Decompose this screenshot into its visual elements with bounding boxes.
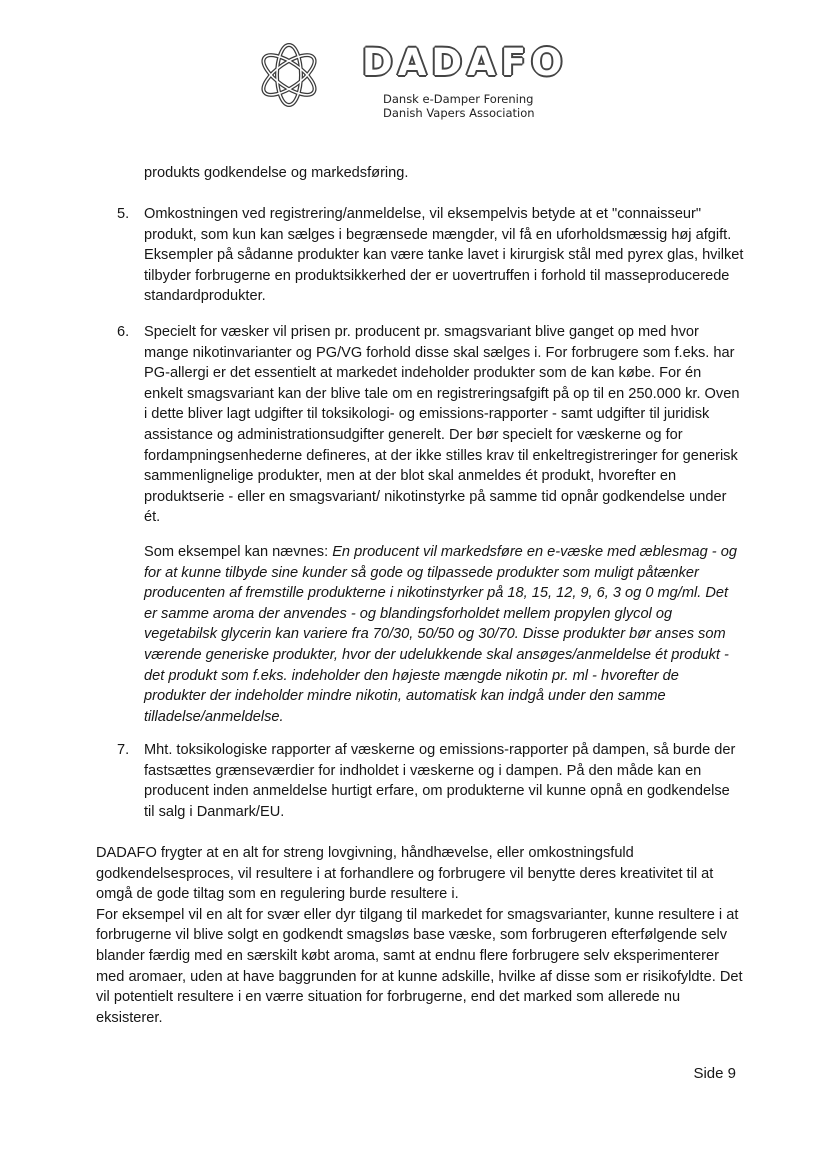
page-number: Side 9 [693,1065,736,1082]
list-number: 6. [117,324,130,340]
org-name-english: Danish Vapers Association [383,106,535,120]
continuation-line: produkts godkendelse og markedsføring. [144,165,409,181]
example-text: En producent vil markedsføre en e-væske med æblesmag - og for at kunne tilbyde sine kunder så gode og tilpassede produkter som muligt påtænker producenten af fremstille produkterne i nikotinstyrker på 18, 15, 12, 9, 6, 3 og 0 mg/ml. Det er samme aroma der anvendes - og blandingsforholdet mellem propylen glycol og vegetabilsk glycerin kan variere fra 70/30, 50/50 og 30/70. Disse produkter bør anses som værende generiske produkter, hvor der udelukkende skal ansøges/anmeldelse ét produkt - det produkt som f.eks. indeholder den højeste mængde nikotin pr. ml - hvorefter de produkter der indeholder mindre nikotin, automatisk kan indgå under den samme tilladelse/anmeldelse. [144,544,737,725]
org-name-danish: Dansk e-Damper Forening [383,92,534,106]
list-number: 5. [117,206,130,222]
dadafo-wordmark: DADAFO [362,41,568,84]
closing-section [96,843,746,1028]
list-item-7: Mht. toksikologiske rapporter af væskerne og emissions-rapporter på dampen, så burde der fastsættes grænseværdier for indholdet i væskerne og i dampen. På den måde kan en producent inden anmeldelse hurtigt erfare, om produkterne vil kunne opnå en godkendelse til salg i Danmark/EU. [144,742,736,820]
molecule-logo-icon [253,40,325,110]
closing-paragraph-1: DADAFO frygter at en alt for streng lovgivning, håndhævelse, eller omkostningsfuld godkendelsesproces, vil resultere i at forhandlere og forbrugere vil benytte deres kreativitet til at omgå de gode tiltag som en regulering burde resultere i. [96,845,714,903]
closing-paragraph-2: For eksempel vil en alt for svær eller dyr tilgang til markedet for smagsvarianter, kunne resultere i at forbrugerne vil blive solgt en godkendt smagsløs base væske, som forbrugeren efterfølgende selv blander færdig med en særskilt købt aroma, samt at endnu flere forbrugere selv eksperimenterer med aromaer, uden at have baggrunden for at kunne adskille, hvilke af disse som er risikofyldte. Det vil potentielt resultere i en værre situation for forbrugerne, end det marked som allerede nu eksisterer. [96,906,743,1026]
example-paragraph [144,542,744,727]
list-item-6: Specielt for væsker vil prisen pr. producent pr. smagsvariant blive ganget op med hvor mange nikotinvarianter og PG/VG forhold disse skal sælges i. For forbrugere som f.eks. har PG-allergi er det essentielt at markedet indeholder produkter som de kan købe. For én enkelt smagsvariant kan der blive tale om en registreringsafgift på op til en 250.000 kr. Oven i dette bliver lagt udgifter til toksikologi- og emissions-rapporter - samt udgifter til juridisk assistance og administrationsudgifter generelt. Der bør specielt for væskerne og for fordampningsenhederne defineres, at der ikke stilles krav til enkeltregistreringer for generisk sammenlignelige produkter, men at der blot skal anmeldes ét produkt, hvorefter en produktserie - eller en smagsvariant/ nikotinstyrke på samme tid opnår godkendelse under ét. [144,324,740,526]
letterhead [0,0,828,135]
list-item-5: Omkostningen ved registrering/anmeldelse, vil eksempelvis betyde at et "connaisseur" produkt, som kun kan sælges i begrænsede mængder, vil få en uforholdsmæssig høj afgift. Eksempler på sådanne produkter kan være tanke lavet i kirurgisk stål med pyrex glas, hvilket tilbyder forbrugerne en produktsikkerhed der er uovertruffen i forhold til masseproducerede standardprodukter. [144,206,744,305]
list-number: 7. [117,742,130,758]
example-intro: Som eksempel kan nævnes: [144,544,333,560]
